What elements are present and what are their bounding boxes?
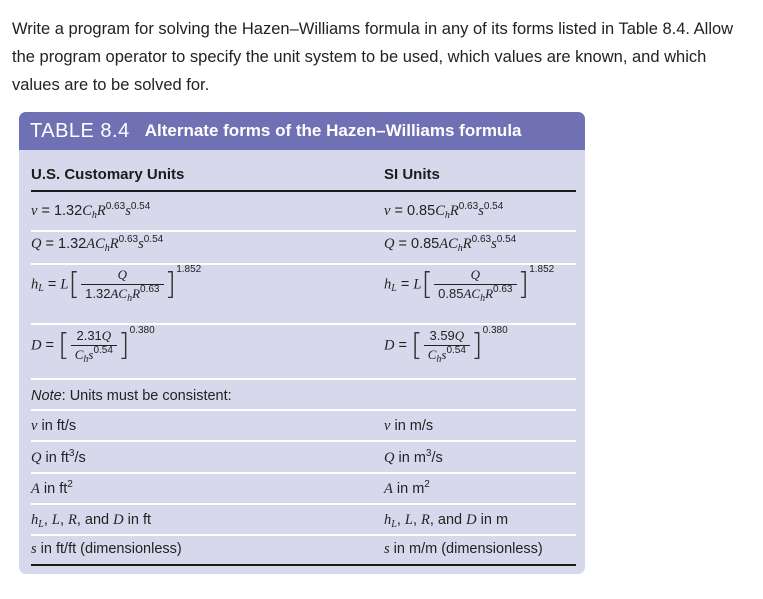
us-area-unit: A in $ft^2$	[31, 479, 73, 497]
table-8-4-card	[19, 112, 585, 574]
table-header	[19, 112, 585, 150]
row-divider	[31, 230, 576, 232]
row-divider	[31, 472, 576, 474]
row-divider	[31, 534, 576, 536]
si-velocity-unit: v in m/s	[384, 418, 434, 434]
us-flow-formula: $Q = 1.32AC_hR^{0.63}s^{0.54}$	[31, 234, 164, 254]
us-velocity-unit: v in ft/s	[31, 418, 77, 434]
header-rule	[31, 190, 576, 192]
us-headloss-formula: $h_L = L$[ $\frac{Q}{1.32AC_hR^{0.63}}$ ]$^{1.852}$	[31, 264, 202, 304]
table-number: TABLE 8.4	[30, 119, 130, 142]
us-diameter-formula: D = [ $\frac{2.31Q}{C_hs^{0.54}}$ ]$^{0.380}$	[31, 325, 155, 365]
us-length-unit: $h_L$, L, R, and D in ft	[31, 512, 152, 530]
bottom-rule	[31, 564, 576, 566]
row-divider	[31, 378, 576, 380]
si-headloss-formula: $h_L = L$[ $\frac{Q}{0.85AC_hR^{0.63}}$ ]$^{1.852}$	[384, 264, 555, 304]
table-title: Alternate forms of the Hazen–Williams formula	[144, 121, 522, 140]
problem-statement: Write a program for solving the Hazen–Williams formula in any of its forms listed in Table 8.4. Allow the program operator to specify the unit system to be used, which values are known, and which values are to be solved for.	[12, 20, 734, 94]
si-length-unit: $h_L$, L, R, and D in m	[384, 512, 509, 530]
row-divider	[31, 263, 576, 265]
units-note: Note: Units must be consistent:	[31, 388, 232, 404]
si-diameter-formula: D = [ $\frac{3.59Q}{C_hs^{0.54}}$ ]$^{0.380}$	[384, 325, 508, 365]
us-velocity-formula: $v = 1.32C_hR^{0.63}s^{0.54}$	[31, 201, 151, 221]
row-divider	[31, 409, 576, 411]
si-velocity-formula: $v = 0.85C_hR^{0.63}s^{0.54}$	[384, 201, 504, 221]
us-flow-unit: Q in $ft^3/s$	[31, 448, 86, 466]
column-header-si: SI Units	[384, 166, 440, 183]
column-header-us: U.S. Customary Units	[31, 166, 185, 183]
row-divider	[31, 440, 576, 442]
us-slope-unit: s in ft/ft (dimensionless)	[31, 541, 182, 557]
si-slope-unit: s in m/m (dimensionless)	[384, 541, 543, 557]
si-flow-formula: $Q = 0.85AC_hR^{0.63}s^{0.54}$	[384, 234, 517, 254]
row-divider	[31, 503, 576, 505]
si-area-unit: A in $m^2$	[384, 479, 430, 497]
si-flow-unit: Q in $m^3/s$	[384, 448, 443, 466]
